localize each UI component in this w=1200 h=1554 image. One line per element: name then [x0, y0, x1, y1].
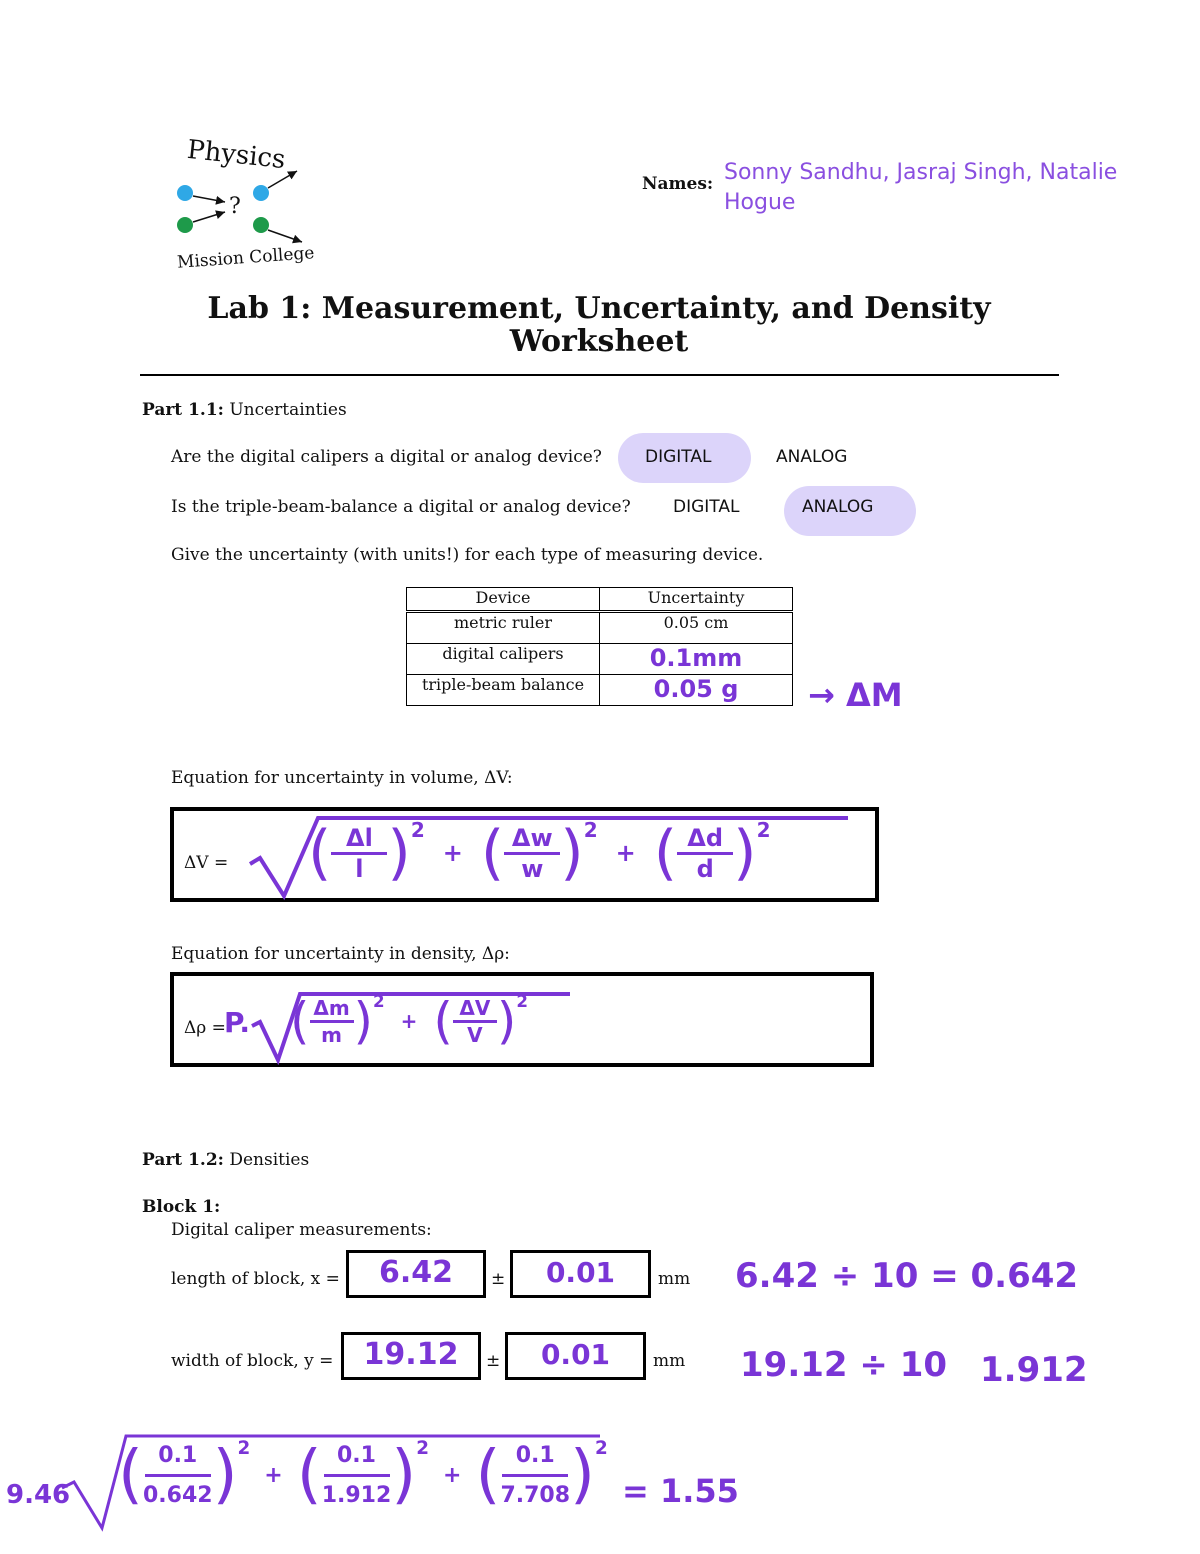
block1-subtitle: Digital caliper measurements:: [171, 1220, 432, 1240]
density-eq-lhs: Δρ =: [184, 1018, 226, 1038]
length-note: 6.42 ÷ 10 = 0.642: [735, 1256, 1079, 1296]
calc-prefix: 9.46: [6, 1480, 71, 1510]
q2-option-analog[interactable]: ANALOG: [802, 497, 874, 517]
calc-terms: ( 0.1 0.642 ) $^2$ + ( 0.1 1.912 ) $^2$ + ( 0.1 7.708 ) $^2$: [118, 1438, 608, 1512]
eq-term-power: 2: [416, 1438, 430, 1459]
title-rule: [140, 374, 1059, 376]
part12-heading-text: Densities: [229, 1150, 310, 1170]
table-cell-uncertainty[interactable]: 0.05 cm: [600, 612, 793, 644]
width-label: width of block, y =: [171, 1351, 334, 1371]
table-header-row: [407, 588, 793, 612]
length-unit: mm: [658, 1269, 691, 1289]
eq-term-num: ΔV: [459, 995, 491, 1020]
length-label: length of block, x =: [171, 1269, 340, 1289]
title-line2: Worksheet: [509, 324, 689, 359]
table-row: [407, 612, 793, 644]
block1-title: Block 1:: [142, 1197, 221, 1217]
eq-term: ( Δw w ) $^2$: [480, 818, 598, 888]
table-header-uncertainty: Uncertainty: [600, 588, 793, 612]
eq-term-num: 0.1: [515, 1442, 555, 1468]
part11-heading-text: Uncertainties: [229, 400, 347, 420]
eq-term-power: 2: [516, 992, 529, 1011]
length-plusminus: ±: [491, 1269, 506, 1289]
page-title: [140, 292, 1058, 358]
table-cell-device: digital calipers: [407, 644, 600, 675]
table-row: [407, 644, 793, 675]
table-cell-uncertainty[interactable]: 0.05 g: [600, 675, 793, 706]
logo-question-mark: ?: [229, 194, 241, 219]
eq-term-den: 0.642: [142, 1482, 213, 1508]
eq-term-num: Δw: [511, 823, 553, 852]
volume-eq-terms: ( Δl l ) $^2$ + ( Δw w ) $^2$ + ( Δd d ) $^2$: [308, 818, 771, 888]
eq-term: ( Δl l ) $^2$: [308, 818, 425, 888]
eq-term-power: 2: [237, 1438, 251, 1459]
eq-term-power: 2: [595, 1438, 608, 1459]
width-unit: mm: [653, 1351, 686, 1371]
table-cell-device: triple-beam balance: [407, 675, 600, 706]
density-eq-prefix: P.: [224, 1006, 251, 1039]
q2-option-digital[interactable]: DIGITAL: [673, 497, 740, 517]
eq-term-power: 2: [756, 818, 771, 842]
volume-eq-prompt: Equation for uncertainty in volume, ΔV:: [171, 768, 513, 788]
part11-heading-bold: Part 1.1:: [142, 400, 224, 420]
length-uncertainty-field[interactable]: 0.01: [510, 1250, 651, 1298]
table-row: [407, 675, 793, 706]
question-calipers: Are the digital calipers a digital or analog device?: [171, 447, 602, 467]
length-value-field[interactable]: 6.42: [346, 1250, 486, 1298]
uncertainty-table: [406, 587, 793, 706]
table-cell-uncertainty[interactable]: 0.1mm: [600, 644, 793, 675]
eq-term: ( 0.1 0.642 ) $^2$: [118, 1438, 251, 1512]
eq-term: ( 0.1 7.708 ) $^2$: [475, 1438, 608, 1512]
part11-heading: [142, 400, 347, 420]
calc-result: = 1.55: [622, 1472, 739, 1510]
eq-term-den: w: [521, 854, 544, 883]
width-plusminus: ±: [486, 1351, 501, 1371]
question-balance: Is the triple-beam-balance a digital or analog device?: [171, 497, 631, 517]
eq-term-den: d: [696, 854, 714, 883]
eq-term-num: Δm: [313, 995, 350, 1020]
names-value-line1[interactable]: Sonny Sandhu, Jasraj Singh, Natalie: [724, 160, 1118, 185]
names-value-line2[interactable]: Hogue: [724, 190, 796, 215]
table-header-device: Device: [407, 588, 600, 612]
logo-top-text: Physics: [185, 134, 287, 176]
table-cell-device: metric ruler: [407, 612, 600, 644]
eq-term-power: 2: [373, 992, 385, 1011]
part12-heading-bold: Part 1.2:: [142, 1150, 224, 1170]
eq-term-power: 2: [583, 818, 598, 842]
question-uncertainty-units: Give the uncertainty (with units!) for each type of measuring device.: [171, 545, 764, 565]
eq-term-num: 0.1: [337, 1442, 376, 1468]
eq-term: ( Δd d ) $^2$: [653, 818, 771, 888]
eq-term-num: 0.1: [158, 1442, 198, 1468]
handwritten-delta-m-note: → ΔM: [808, 676, 903, 714]
eq-term-den: l: [355, 854, 364, 883]
eq-term: ( 0.1 1.912 ) $^2$: [296, 1438, 430, 1512]
width-value-field[interactable]: 19.12: [341, 1332, 481, 1380]
width-note-division: 19.12 ÷ 10: [740, 1345, 948, 1385]
volume-eq-lhs: ΔV =: [184, 853, 229, 873]
names-label: Names:: [642, 174, 714, 194]
eq-term: ( ΔV V ) $^2$: [433, 992, 529, 1050]
q1-option-analog[interactable]: ANALOG: [776, 447, 848, 467]
eq-term-den: V: [467, 1022, 483, 1047]
density-eq-terms: ( Δm m ) $^2$ + ( ΔV V ) $^2$: [290, 992, 529, 1050]
eq-term-power: 2: [410, 818, 425, 842]
part12-heading: [142, 1150, 309, 1170]
eq-term-den: m: [321, 1022, 342, 1047]
logo-bottom-text: Mission College: [176, 243, 315, 273]
title-line1: Lab 1: Measurement, Uncertainty, and Density: [207, 291, 991, 326]
physics-logo: [165, 134, 315, 278]
eq-term-den: 1.912: [321, 1482, 392, 1508]
width-note-result: 1.912: [980, 1350, 1088, 1390]
eq-term-num: Δl: [346, 823, 373, 852]
q1-option-digital[interactable]: DIGITAL: [645, 447, 712, 467]
width-uncertainty-field[interactable]: 0.01: [505, 1332, 646, 1380]
eq-term: ( Δm m ) $^2$: [290, 992, 385, 1050]
eq-term-den: 7.708: [500, 1482, 571, 1508]
density-eq-prompt: Equation for uncertainty in density, Δρ:: [171, 944, 510, 964]
eq-term-num: Δd: [687, 823, 724, 852]
